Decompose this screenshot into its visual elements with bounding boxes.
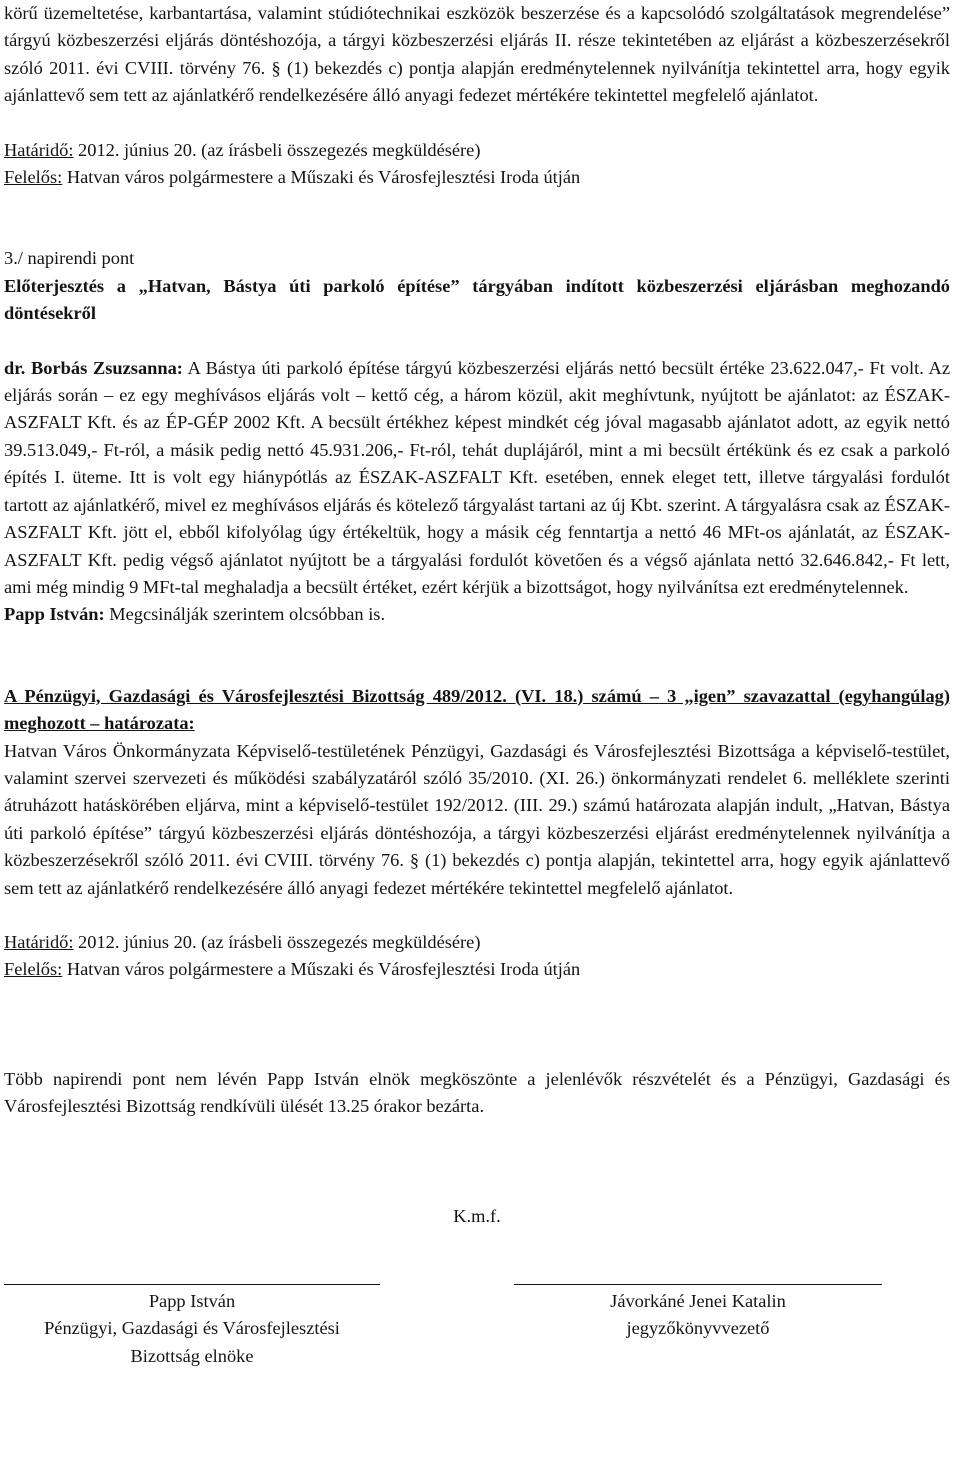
resolution-heading: A Pénzügyi, Gazdasági és Városfejlesztési Bizottság 489/2012. (VI. 18.) számú – 3 „igen” szavazattal (egyhangúlag) meghozott – határozata: [4,685,950,734]
speech-borbas [4,355,950,602]
signature-block [4,1284,950,1384]
responsible-line-2 [4,956,950,983]
responsible-line-1 [4,164,950,191]
kmf-label: K.m.f. [453,1205,501,1226]
deadline-label: Határidő: [4,139,74,160]
responsible-text: Hatvan város polgármestere a Műszaki és Városfejlesztési Iroda útján [62,959,581,980]
responsible-label: Felelős: [4,959,63,980]
speech-papp-text: Megcsinálják szerintem olcsóbban is. [104,604,386,625]
signature-right [514,1284,882,1343]
signer-role: Bizottság elnöke [130,1345,254,1366]
deadline-line-2 [4,929,950,956]
deadline-line-1 [4,137,950,164]
signature-line [4,1284,380,1285]
speaker-papp: Papp István: [4,604,105,625]
responsible-text: Hatvan város polgármestere a Műszaki és Városfejlesztési Iroda útján [62,167,581,188]
agenda-title: Előterjesztés a „Hatvan, Bástya úti parkoló építése” tárgyában indított közbeszerzési eljárásban meghozandó döntésekről [4,275,950,324]
deadline-text: 2012. június 20. (az írásbeli összegezés megküldésére) [73,139,481,160]
responsible-label: Felelős: [4,167,63,188]
agenda-number: 3./ napirendi pont [4,248,135,269]
intro-paragraph: körű üzemeltetése, karbantartása, valamint stúdiótechnikai eszközök beszerzése és a kapcsolódó szolgáltatások megrendelése” tárgyú közbeszerzési eljárás döntéshozója, a tárgyi közbeszerzési eljárás II. része tekintetében az eljárást a közbeszerzésekről szóló 2011. évi CVIII. törvény 76. § (1) bekezdés c) pontja alapján eredménytelennek nyilvánítja tekintettel arra, hogy egyik ajánlattevő sem tett az ajánlatkérő rendelkezésére álló anyagi fedezet mértékére tekintettel megfelelő ajánlatot. [4,3,950,106]
deadline-label: Határidő: [4,931,74,952]
resolution-body: Hatvan Város Önkormányzata Képviselő-testületének Pénzügyi, Gazdasági és Városfejlesztési Bizottsága a képviselő-testület, valamint szervei szervezeti és működési szabályzatáról szóló 35/2010. (XI. 26.) önkormányzati rendelet 6. melléklete szerinti átruházott hatáskörében eljárva, mint a képviselő-testület 192/2012. (III. 29.) számú határozata alapján indult, „Hatvan, Bástya úti parkoló építése” tárgyú közbeszerzési eljárás döntéshozója, a tárgyi közbeszerzési eljárást eredménytelennek nyilvánítja a közbeszerzésekről szóló 2011. évi CVIII. törvény 76. § (1) bekezdés c) pontja alapján, tekintettel arra, hogy egyik ajánlattevő sem tett az ajánlatkérő rendelkezésére álló anyagi fedezet mértékére tekintettel megfelelő ajánlatot. [4,740,950,898]
deadline-text: 2012. június 20. (az írásbeli összegezés megküldésére) [73,931,481,952]
signer-name: Jávorkáné Jenei Katalin [610,1291,786,1311]
speech-borbas-text: A Bástya úti parkoló építése tárgyú közbeszerzési eljárás nettó becsült értéke 23.622.047,- Ft volt. Az eljárás során – ez egy meghívásos eljárás volt – kettő cég, a három közül, akit meghívtunk, nyújtott be ajánlatot: az ÉSZAK-ASZFALT Kft. és az ÉP-GÉP 2002 Kft. A becsült értékhez képest mindkét cég jóval magasabb ajánlatot adott, az egyik nettó 39.513.049,- Ft-ról, a másik pedig nettó 45.931.206,- Ft-ról, tehát duplájáról, mint a mi becsült értékünk és ez csak a parkoló építés I. üteme. Itt is volt egy hiánypótlás az ÉSZAK-ASZFALT Kft. esetében, ennek eleget tett, illetve tárgyalási fordulót tartott az ajánlatkérő, mivel ez meghívásos eljárás és kötelező tárgyalást tartani az új Kbt. szerint. A tárgyalásra csak az ÉSZAK-ASZFALT Kft. jött el, ebből kifolyólag úgy értékeltük, hogy a másik cég fenntartja a nettó 46 MFt-os ajánlatát, az ÉSZAK-ASZFALT Kft. pedig végső ajánlatot nyújtott be a tárgyalási fordulót követően és a végső ajánlata nettó 32.646.842,- Ft lett, ami még mindig 9 MFt-tal meghaladja a becsült értéket, ezért kérjük a bizottságot, hogy nyilvánítsa ezt eredménytelennek. [4,357,950,597]
signer-role: Pénzügyi, Gazdasági és Városfejlesztési [44,1318,340,1339]
signer-role: jegyzőkönyvvezető [626,1318,770,1339]
closing-paragraph: Több napirendi pont nem lévén Papp István elnök megköszönte a jelenlévők részvételét és a Pénzügyi, Gazdasági és Városfejlesztési Bizottság rendkívüli ülését 13.25 órakor bezárta. [4,1068,950,1117]
speaker-borbas: dr. Borbás Zsuzsanna: [4,357,183,378]
signature-line [514,1284,882,1285]
signature-left [4,1284,380,1370]
document-page [4,0,950,1384]
signer-name: Papp István [148,1291,236,1311]
speech-papp [4,601,950,628]
